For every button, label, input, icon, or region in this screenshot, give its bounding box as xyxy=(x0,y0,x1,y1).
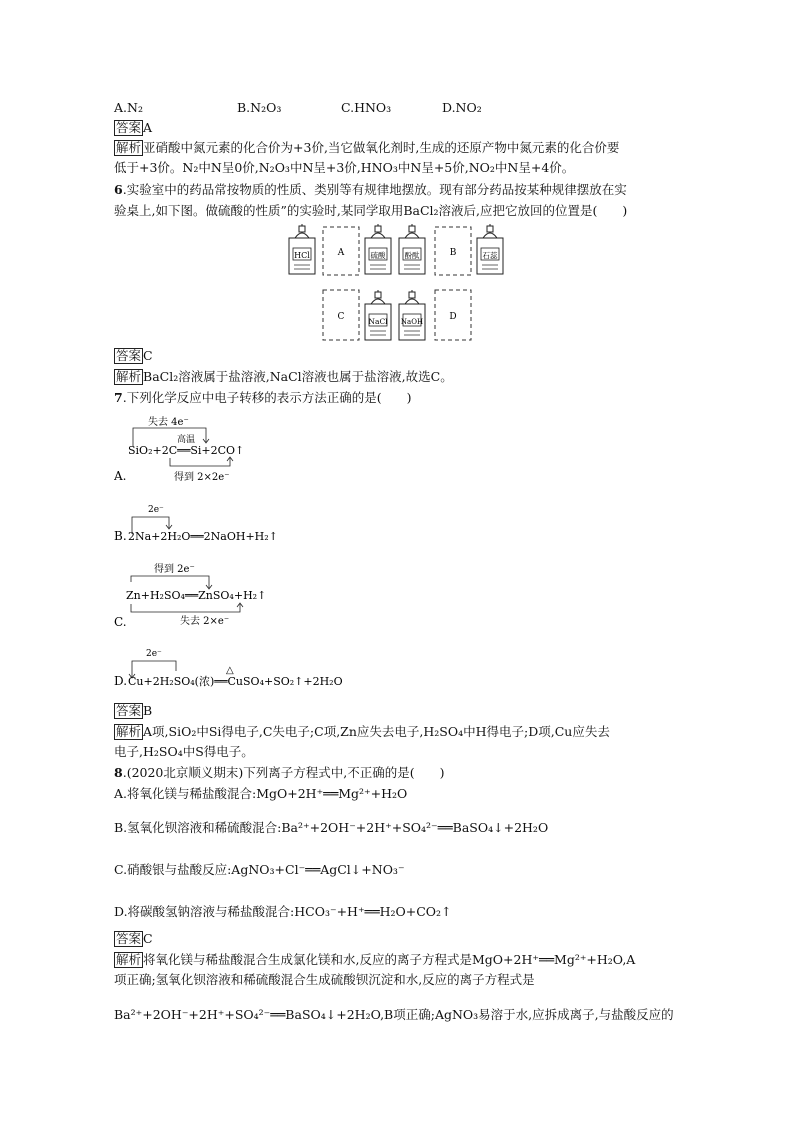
q5-option-b: B.N₂O₃ xyxy=(237,100,282,115)
q7-d-label: D. xyxy=(114,674,128,688)
q7-analysis-1: A项,SiO₂中Si得电子,C失电子;C项,Zn应失去电子,H₂SO₄中H得电子;D项,Cu应失去 xyxy=(143,724,610,739)
q8-option-a: A.将氧化镁与稀盐酸混合:MgO+2H⁺══Mg²⁺+H₂O xyxy=(114,786,408,801)
q7-a-condition: 高温 xyxy=(177,435,196,445)
q8-analysis-3: Ba²⁺+2OH⁻+2H⁺+SO₄²⁻══BaSO₄↓+2H₂O,B项正确;AgNO₃易溶于水,应拆成离子,与盐酸反应的 xyxy=(114,1007,674,1022)
q7-analysis-2: 电子,H₂SO₄中S得电子。 xyxy=(114,744,254,759)
analysis-tag: 解析 xyxy=(116,140,142,155)
q5-analysis-line xyxy=(114,140,619,156)
bottle-phenolphthalein xyxy=(399,224,425,274)
q7-a-equation: SiO₂+2C══Si+2CO↑ xyxy=(128,444,245,457)
q7-b-top-label: 2e⁻ xyxy=(148,505,164,515)
analysis-tag: 解析 xyxy=(116,952,142,967)
slot-a-label: A xyxy=(337,248,345,258)
answer-tag: 答案 xyxy=(116,703,142,718)
q7-a-bottom-label: 得到 2×2e⁻ xyxy=(174,472,230,483)
q6-answer: C xyxy=(143,348,153,363)
q7-option-d-diagram xyxy=(114,645,384,689)
q5-analysis-2: 低于+3价。N₂中N呈0价,N₂O₃中N呈+3价,HNO₃中N呈+5价,NO₂中N呈+4价。 xyxy=(114,160,575,175)
bottle-naoh xyxy=(399,290,425,340)
q7-c-label: C. xyxy=(114,615,127,629)
q8-analysis-2: 项正确;氢氧化钡溶液和稀硫酸混合生成硫酸钡沉淀和水,反应的离子方程式是 xyxy=(114,972,535,987)
q8-stem: 8.(2020北京顺义期末)下列离子方程式中,不正确的是( ) xyxy=(114,765,445,780)
q6-stem-2: 验桌上,如下图。做硫酸的性质”的实验时,某同学取用BaCl₂溶液后,应把它放回的位置是( ) xyxy=(114,203,628,218)
q6-analysis: BaCl₂溶液属于盐溶液,NaCl溶液也属于盐溶液,故选C。 xyxy=(143,369,453,384)
q7-stem: 7.下列化学反应中电子转移的表示方法正确的是( ) xyxy=(114,390,412,405)
q7-b-label: B. xyxy=(114,529,127,543)
q7-a-label: A. xyxy=(114,469,127,483)
q7-c-top-label: 得到 2e⁻ xyxy=(154,564,195,575)
svg-text:NaCl: NaCl xyxy=(368,317,388,326)
slot-b-label: B xyxy=(449,248,457,258)
answer-tag: 答案 xyxy=(116,120,142,135)
q7-a-top-label: 失去 4e⁻ xyxy=(148,417,189,428)
q6-stem-1: 6.实验室中的药品常按物质的性质、类别等有规律地摆放。现有部分药品按某种规律摆放在实 xyxy=(114,182,627,197)
q5-option-a: A.N₂ xyxy=(114,100,143,115)
q6-number: 6 xyxy=(114,182,123,197)
answer-tag: 答案 xyxy=(116,348,142,363)
q8-analysis-line xyxy=(114,952,635,968)
analysis-tag: 解析 xyxy=(116,724,142,739)
svg-text:酚酞: 酚酞 xyxy=(404,251,420,260)
q7-d-equation: Cu+2H₂SO₄(浓)══CuSO₄+SO₂↑+2H₂O xyxy=(128,675,343,688)
bottle-sulfuric xyxy=(365,224,391,274)
q5-answer: A xyxy=(143,120,153,135)
svg-text:NaOH: NaOH xyxy=(400,318,424,326)
q8-answer-line xyxy=(114,931,153,947)
q7-option-c-diagram xyxy=(114,560,314,630)
svg-text:硫酸: 硫酸 xyxy=(370,251,386,260)
q5-option-d: D.NO₂ xyxy=(442,100,482,115)
q7-number: 7 xyxy=(114,390,123,405)
q5-option-c: C.HNO₃ xyxy=(341,100,392,115)
slot-c-label: C xyxy=(337,312,345,322)
q7-option-a-diagram xyxy=(114,412,314,488)
svg-text:石蕊: 石蕊 xyxy=(482,251,498,260)
q7-analysis-line xyxy=(114,724,610,740)
q7-answer-line xyxy=(114,703,152,719)
q6-answer-line xyxy=(114,348,153,364)
q6-analysis-line xyxy=(114,369,453,385)
q5-answer-line xyxy=(114,120,152,136)
q8-answer: C xyxy=(143,931,153,946)
bottle-nacl xyxy=(365,290,391,340)
q5-analysis-1: 亚硝酸中氮元素的化合价为+3价,当它做氧化剂时,生成的还原产物中氮元素的化合价要 xyxy=(143,140,620,155)
q8-number: 8 xyxy=(114,765,123,780)
q8-option-d: D.将碳酸氢钠溶液与稀盐酸混合:HCO₃⁻+H⁺══H₂O+CO₂↑ xyxy=(114,904,452,919)
shelf-figure xyxy=(285,222,507,346)
analysis-tag: 解析 xyxy=(116,369,142,384)
slot-d-label: D xyxy=(449,312,457,322)
q7-d-top-label: 2e⁻ xyxy=(146,649,162,659)
q8-option-b: B.氢氧化钡溶液和稀硫酸混合:Ba²⁺+2OH⁻+2H⁺+SO₄²⁻══BaSO₄↓+2H₂O xyxy=(114,820,549,835)
q7-c-equation: Zn+H₂SO₄══ZnSO₄+H₂↑ xyxy=(126,589,267,602)
bottle-hcl xyxy=(289,224,315,274)
answer-tag: 答案 xyxy=(116,931,142,946)
q7-d-condition: △ xyxy=(226,665,234,676)
q7-c-bottom-label: 失去 2×e⁻ xyxy=(180,616,230,627)
q7-answer: B xyxy=(143,703,153,718)
bottle-litmus xyxy=(477,224,503,274)
q7-option-b-diagram xyxy=(114,500,314,544)
q7-b-equation: 2Na+2H₂O══2NaOH+H₂↑ xyxy=(128,530,278,543)
q8-analysis-1: 将氧化镁与稀盐酸混合生成氯化镁和水,反应的离子方程式是MgO+2H⁺══Mg²⁺+H₂O,A xyxy=(143,952,636,967)
q8-option-c: C.硝酸银与盐酸反应:AgNO₃+Cl⁻══AgCl↓+NO₃⁻ xyxy=(114,862,405,877)
svg-text:HCl: HCl xyxy=(294,251,310,260)
